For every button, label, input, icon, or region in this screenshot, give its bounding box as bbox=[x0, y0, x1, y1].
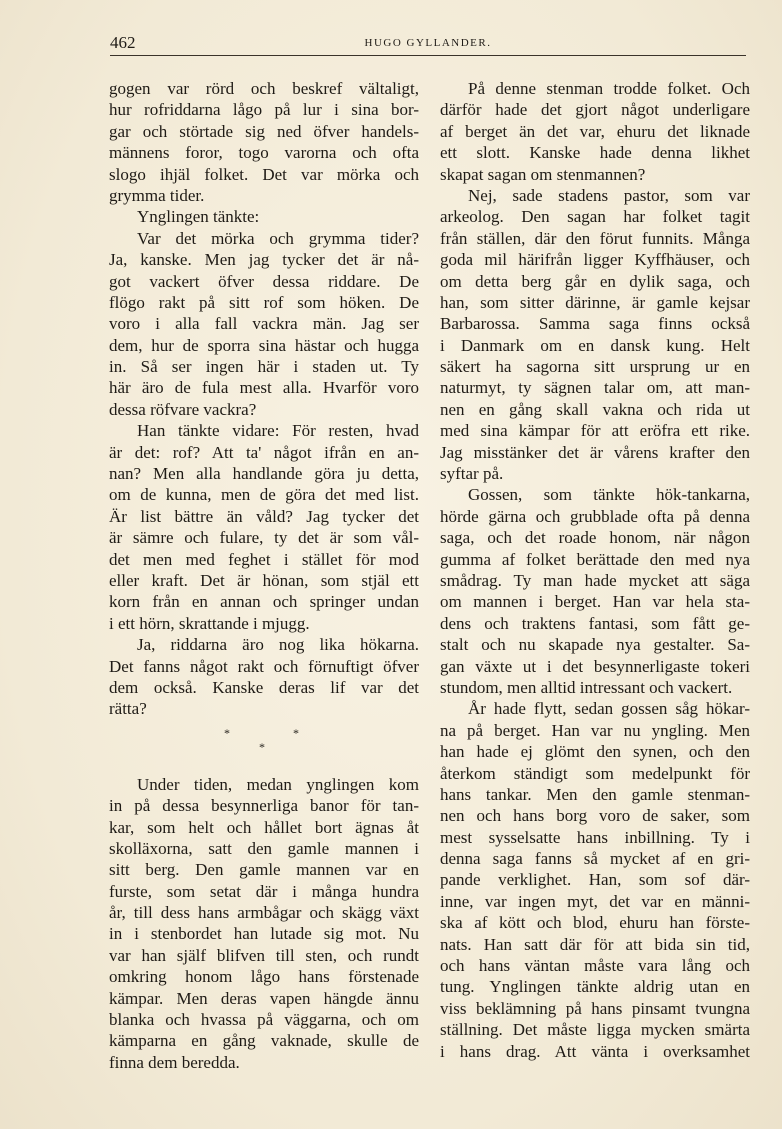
text-line: Barbarossa. Samma saga finns också bbox=[440, 314, 750, 334]
text-line: Nej, sade stadens pastor, som var bbox=[468, 185, 750, 205]
paragraph bbox=[109, 228, 419, 421]
paragraph bbox=[440, 78, 750, 185]
right-column bbox=[440, 78, 750, 1062]
text-line: Gossen, som tänkte hök-tankarna, bbox=[468, 485, 750, 505]
asterisk: * bbox=[259, 739, 265, 754]
text-line: slogo ihjäl folket. Det var mörka och bbox=[109, 164, 419, 184]
paragraph bbox=[109, 420, 419, 634]
text-line: in i stenbordet han lutade sig mot. Nu bbox=[109, 924, 419, 944]
text-line: återkom ständigt som medelpunkt för bbox=[440, 763, 750, 783]
text-line: Ja, riddarna äro nog lika hökarna. bbox=[137, 635, 419, 655]
text-line: skolläxorna, satt den gamle mannen i bbox=[109, 838, 419, 858]
text-line: säkert ha sagorna sitt ursprung ur en bbox=[440, 357, 750, 377]
text-line: kämparna en gång vaknade, skulle de bbox=[109, 1031, 419, 1051]
paragraph bbox=[440, 698, 750, 1062]
text-line: eller kraft. Det är hönan, som stjäl ett bbox=[109, 570, 419, 590]
paragraph bbox=[109, 774, 419, 1073]
text-line: hur rofriddarna lågo på lur i sina bor- bbox=[109, 100, 419, 120]
paragraph bbox=[109, 634, 419, 720]
text-line: omkring honom lågo hans förstenade bbox=[109, 967, 419, 987]
text-line: med sina kämpar för att eröfra ett rike. bbox=[440, 421, 750, 441]
text-line: goda mil härifrån ligger Kyffhäuser, och bbox=[440, 250, 750, 270]
text-line: stundom, men alltid intressant och vackert. bbox=[440, 677, 733, 697]
text-line: hörde gärna och grubblade ofta på denna bbox=[440, 506, 750, 526]
text-line: mest sysselsatte hans inbillning. Ty i bbox=[440, 827, 750, 847]
running-head: HUGO GYLLANDER. bbox=[364, 37, 492, 49]
page-number: 462 bbox=[110, 33, 136, 52]
text-line: finna dem beredda. bbox=[109, 1052, 240, 1072]
paragraph bbox=[440, 484, 750, 698]
asterisk: * bbox=[293, 725, 299, 740]
text-line: kämpar. Men deras vapen hängde ännu bbox=[109, 988, 419, 1008]
text-line: saga, och det roade honom, när någon bbox=[440, 528, 750, 548]
text-line: skapat sagan om stenmannen? bbox=[440, 164, 646, 184]
text-line: inne, var ingen myt, det var en männi- bbox=[440, 891, 750, 911]
text-line: är det: rof? Att ta' något ifrån en an- bbox=[109, 442, 419, 462]
asterisk: * bbox=[224, 725, 230, 740]
text-line: grymma tider. bbox=[109, 185, 205, 205]
section-separator bbox=[109, 722, 419, 774]
text-line: dem också. Kanske deras lif var det bbox=[109, 677, 419, 697]
text-line: Var det mörka och grymma tider? bbox=[137, 228, 419, 248]
text-line: nan? Men alla handlande göra ju detta, bbox=[109, 464, 419, 484]
text-line: ett slott. Kanske hade denna likhet bbox=[440, 143, 750, 163]
text-line: sitt berg. Den gamle mannen var en bbox=[109, 860, 419, 880]
text-line: han, som sitter därinne, är gamle kejsar bbox=[440, 292, 750, 312]
page-header bbox=[110, 33, 746, 56]
text-line: År hade flytt, sedan gossen såg hökar- bbox=[468, 699, 750, 719]
text-line: nen en gång skall vakna och rida ut bbox=[440, 399, 750, 419]
text-line: På denne stenman trodde folket. Och bbox=[468, 79, 750, 98]
text-line: i hans drag. Att vänta i overksamhet bbox=[440, 1041, 750, 1061]
text-line: denna saga fanns så mycket af en gri- bbox=[440, 849, 750, 869]
text-line: korn från en annan och springer undan bbox=[109, 592, 419, 612]
text-line: Är list bättre än våld? Jag tycker det bbox=[109, 506, 419, 526]
text-line: är sämre och fulare, ty det är som vål- bbox=[109, 528, 419, 548]
text-line: gar och störtade sig ned öfver handels- bbox=[109, 121, 419, 141]
text-line: nen och hans borg voro de saker, som bbox=[440, 806, 750, 826]
text-line: got vackert öfver dessa riddare. De bbox=[109, 271, 419, 291]
text-line: var han själf blifven till sten, och rundt bbox=[109, 945, 419, 965]
text-line: tung. Ynglingen tänkte aldrig utan en bbox=[440, 977, 750, 997]
text-line: från ställen, där den förut funnits. Många bbox=[440, 228, 750, 248]
text-line: männens foror, togo varorna och ofta bbox=[109, 143, 419, 163]
text-line: af berget än det var, ehuru det liknade bbox=[440, 121, 750, 141]
text-line: pande verklighet. Han, som sof där- bbox=[440, 870, 750, 890]
text-line: därför hade det gjort något underligare bbox=[440, 100, 750, 120]
text-line: smådrag. Ty man hade mycket att säga bbox=[440, 570, 750, 590]
text-line: viss beklämning på hans pinsamt tvungna bbox=[440, 998, 750, 1018]
text-line: Jag misstänker det är vårens krafter den bbox=[440, 442, 750, 462]
text-line: i Danmark om en dansk kung. Helt bbox=[440, 335, 750, 355]
text-line: na på berget. Han var nu yngling. Men bbox=[440, 720, 750, 740]
text-line: han hade ej glömt den synen, och den bbox=[440, 742, 750, 762]
text-line: dem, hur de sporra sina hästar och hugga bbox=[109, 335, 419, 355]
text-line: in. Så ser ingen här i staden ut. Ty bbox=[109, 357, 419, 377]
text-line: blanka och hvassa på väggarna, och om bbox=[109, 1010, 419, 1030]
left-column bbox=[109, 78, 419, 1073]
text-line: ställning. Det måste ligga mycken smärta bbox=[440, 1020, 750, 1040]
text-line: och hans väntan måste vara lång och bbox=[440, 956, 750, 976]
text-line: hans tankar. Men den gamle stenman- bbox=[440, 784, 750, 804]
text-line: Under tiden, medan ynglingen kom bbox=[137, 774, 419, 794]
text-line: dens och traktens fantasi, som fått ge- bbox=[440, 613, 750, 633]
text-line: om de kunna, men de göra det med list. bbox=[109, 485, 419, 505]
text-line: in på dessa besynnerliga banor för tan- bbox=[109, 796, 419, 816]
text-line: dessa röfvare vackra? bbox=[109, 399, 257, 419]
text-line: Det fanns något rakt och förnuftigt öfver bbox=[109, 656, 419, 676]
text-line: Ja, kanske. Men jag tycker det är nå- bbox=[109, 250, 419, 270]
text-line: voro i alla fall vackra män. Jag ser bbox=[109, 314, 419, 334]
text-line: gan växte ut i det besynnerligaste tokeri bbox=[440, 656, 750, 676]
text-line: kar, som helt och hållet bort ägnas åt bbox=[109, 817, 419, 837]
text-line: här äro de fula mest alla. Hvarför voro bbox=[109, 378, 419, 398]
text-line: flögo rakt på sitt rof som höken. De bbox=[109, 292, 419, 312]
text-line: år, till dess hans armbågar och skägg växt bbox=[109, 903, 419, 923]
paragraph bbox=[109, 78, 419, 206]
text-line: i ett hörn, skrattande i mjugg. bbox=[109, 613, 310, 633]
text-line: stalt och nu skapade nya gestalter. Sa- bbox=[440, 635, 750, 655]
text-line: furste, som setat där i många hundra bbox=[109, 881, 419, 901]
text-line: om detta berg går en dylik saga, och bbox=[440, 271, 750, 291]
text-line: naturmyt, ty sägnen talar om, att man- bbox=[440, 378, 750, 398]
text-line: rätta? bbox=[109, 699, 147, 719]
text-line: ska af kött och blod, ehuru han förste- bbox=[440, 913, 750, 933]
text-line: Han tänkte vidare: För resten, hvad bbox=[137, 421, 419, 441]
paragraph bbox=[440, 185, 750, 484]
paragraph bbox=[109, 206, 419, 227]
text-line: om mannen i berget. Han var hela sta- bbox=[440, 592, 750, 612]
text-line: gogen var rörd och beskref vältaligt, bbox=[109, 79, 419, 98]
text-line: det men med feghet i stället för mod bbox=[109, 549, 419, 569]
text-line: gumma af folket berättade den med nya bbox=[440, 549, 750, 569]
text-line: syftar på. bbox=[440, 464, 504, 484]
text-line: nats. Han satt där för att bida sin tid, bbox=[440, 934, 750, 954]
text-line: arkeolog. Den sagan har folket tagit bbox=[440, 207, 750, 227]
text-line: Ynglingen tänkte: bbox=[137, 207, 260, 227]
